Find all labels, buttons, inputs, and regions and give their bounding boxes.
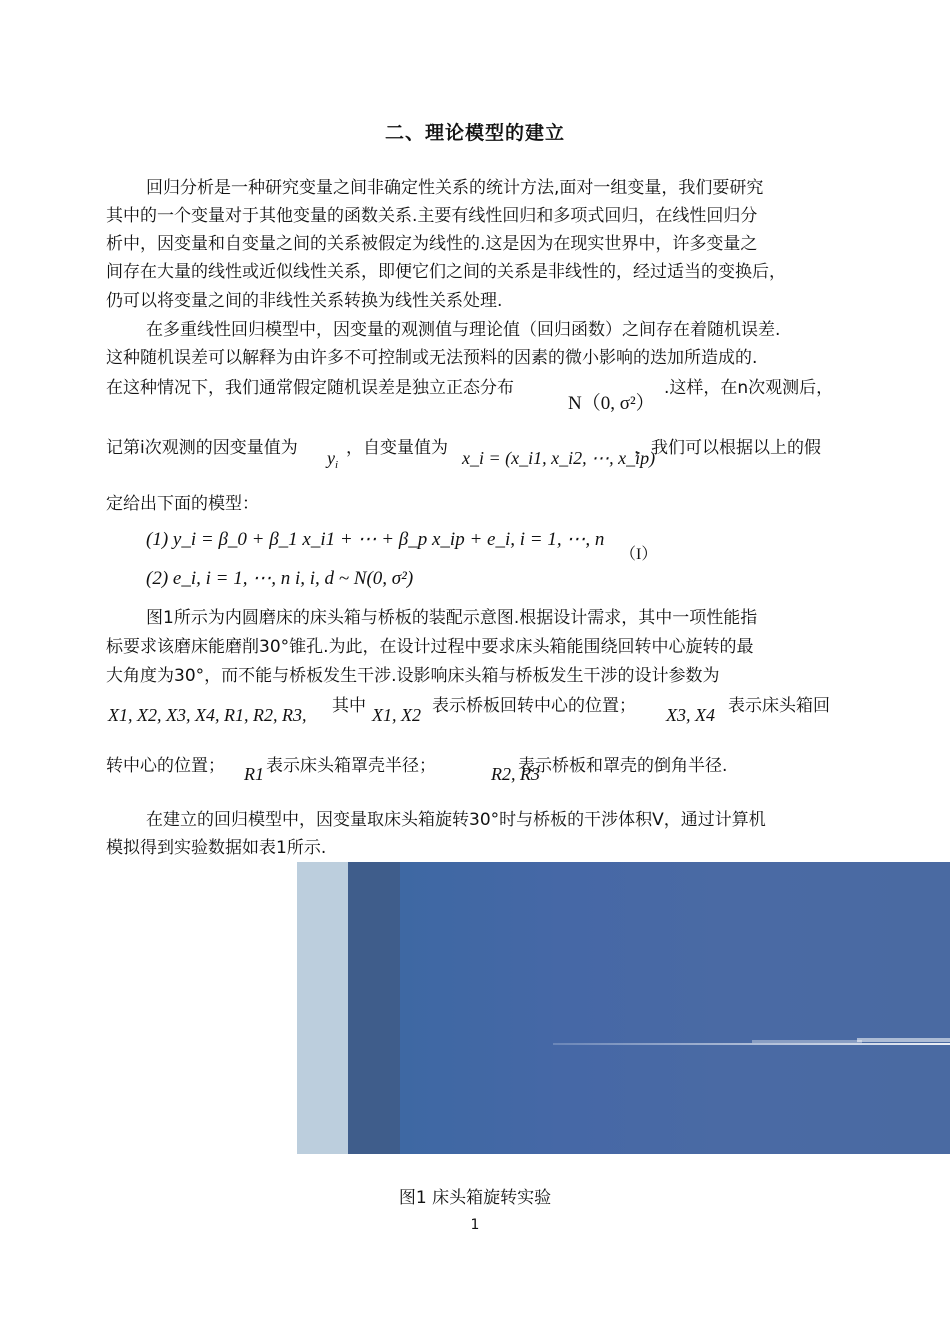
params-x12: X1, X2 [372,705,421,725]
figure-dark-band [348,862,400,1154]
para3-text-c: ，我们可以根据以上的假 [634,438,821,458]
figure-streak [553,1043,950,1045]
para2-tail: .这样，在n次观测后， [664,378,834,398]
para1-line-4: 间存在大量的线性或近似线性关系，即便它们之间的关系是非线性的，经过适当的变换后， [106,262,786,282]
yi-letter: y [327,448,335,468]
xi-vector-formula: x_i = (x_i1, x_i2, ⋯, x_ip) [462,448,656,468]
para4-line-1: 图1所示为内圆磨床的床头箱与桥板的装配示意图.根据设计需求，其中一项性能指 [146,608,758,628]
params-text-3: 表示床头箱回 [728,696,830,716]
para4-line-3: 大角度为30°，而不能与桥板发生干涉.设影响床头箱与桥板发生干涉的设计参数为 [106,666,720,686]
equation-label: （I） [620,546,658,563]
figure-1-image [297,862,950,1154]
figure-left-band [297,862,348,1154]
params-x34: X3, X4 [666,705,715,725]
para3-text-d: 定给出下面的模型： [106,494,259,514]
section-title: 二、理论模型的建立 [384,122,565,144]
figure-main-panel [400,862,950,1154]
page-number: 1 [470,1217,480,1233]
model-equation-2: (2) e_i, i = 1, ⋯, n i, i, d ~ N(0, σ²) [146,568,414,589]
para1-line-2: 其中的一个变量对于其他变量的函数关系.主要有线性回归和多项式回归，在线性回归分 [106,206,758,226]
params-r23: R2, R3 [491,764,540,784]
para2-line-1: 在多重线性回归模型中，因变量的观测值与理论值（回归函数）之间存在着随机误差. [146,320,781,340]
para5-line-1: 在建立的回归模型中，因变量取床头箱旋转30°时与桥板的干涉体积V，通过计算机 [146,810,766,830]
para4-line-2: 标要求该磨床能磨削30°锥孔.为此，在设计过程中要求床头箱能围绕回转中心旋转的最 [106,637,754,657]
para3-text-a: 记第i次观测的因变量值为 [106,438,298,458]
para5-line-2: 模拟得到实验数据如表1所示. [106,838,327,858]
para3-text-b: ，自变量值为 [346,438,448,458]
yi-symbol: $y_i$ [327,448,339,471]
para1-line-3: 析中，因变量和自变量之间的关系被假定为线性的.这是因为在现实世界中，许多变量之 [106,234,758,254]
para2-line-2: 这种随机误差可以解释为由许多不可控制或无法预料的因素的微小影响的迭加所造成的. [106,348,758,368]
params-line2-a: 转中心的位置； [106,756,225,776]
parameter-list: X1, X2, X3, X4, R1, R2, R3, [108,705,307,725]
para1-line-5: 仍可以将变量之间的非线性关系转换为线性关系处理. [106,291,503,311]
model-equation-1: (1) y_i = β_0 + β_1 x_i1 + ⋯ + β_p x_ip + e_i, i = 1, ⋯, n [146,529,605,550]
params-line2-c: 表示桥板和罩壳的倒角半径. [518,756,728,776]
figure-caption: 图1 床头箱旋转实验 [398,1188,552,1208]
params-text-2: 表示桥板回转中心的位置； [432,696,636,716]
figure-streak [857,1038,950,1042]
para1-line-1: 回归分析是一种研究变量之间非确定性关系的统计方法,面对一组变量，我们要研究 [146,178,764,198]
params-text-1: 其中 [332,696,366,716]
para2-line-3: 在这种情况下，我们通常假定随机误差是独立正态分布 [106,378,514,398]
params-line2-b: 表示床头箱罩壳半径； [266,756,436,776]
normal-distribution-formula: N（0, σ²） [568,393,655,414]
params-r1: R1 [244,764,264,784]
